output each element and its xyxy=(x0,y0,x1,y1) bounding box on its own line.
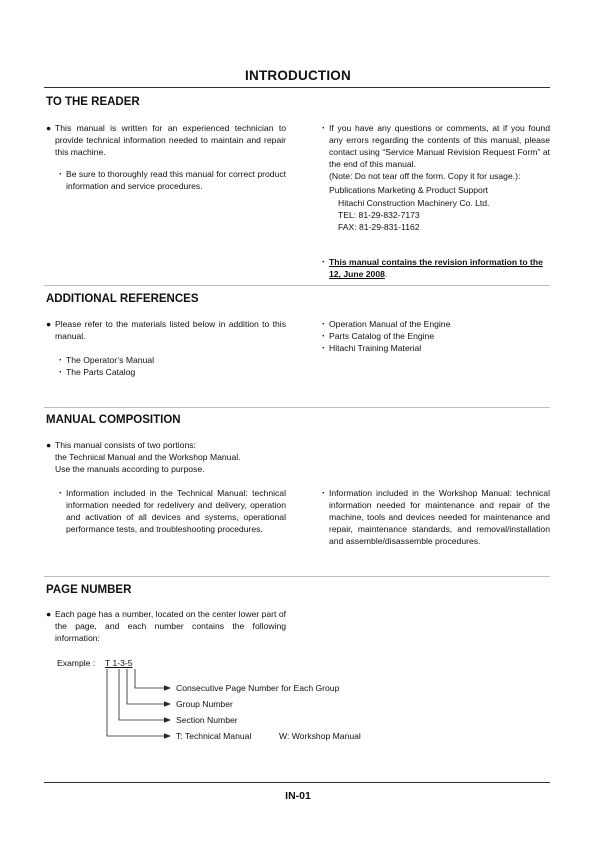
section-heading-to-the-reader: TO THE READER xyxy=(46,96,140,108)
composition-line: the Technical Manual and the Workshop Manual. xyxy=(55,452,241,463)
list-item-text: Operation Manual of the Engine xyxy=(329,319,451,329)
connector-line xyxy=(135,669,165,688)
sub-bullet-icon: ・ xyxy=(319,488,328,498)
arrow-icon xyxy=(164,733,171,738)
sub-bullet-icon: ・ xyxy=(56,367,65,378)
sub-bullet-icon: ・ xyxy=(319,331,328,342)
legend-consecutive: Consecutive Page Number for Each Group xyxy=(176,683,340,693)
footer-rule xyxy=(44,782,550,783)
legend-workshop: W: Workshop Manual xyxy=(279,731,361,741)
reader-left-sub-text: Be sure to thoroughly read this manual for correct product information and service procedures. xyxy=(66,169,286,192)
contact-tel: TEL: 81-29-832-7173 xyxy=(338,209,420,220)
page-number-text: Each page has a number, located on the center lower part of the page, and each number contains the following information: xyxy=(55,609,286,644)
legend-section: Section Number xyxy=(176,715,238,725)
connector-line xyxy=(127,669,165,704)
sub-bullet-icon: ・ xyxy=(319,123,328,133)
bullet-icon: ● xyxy=(46,609,52,619)
revision-info: This manual contains the revision information to the 12, June 2008 xyxy=(329,257,543,280)
arrow-icon xyxy=(164,717,171,722)
section-heading-manual-composition: MANUAL COMPOSITION xyxy=(46,414,181,426)
sub-bullet-icon: ・ xyxy=(56,488,65,498)
workshop-manual-text: Information included in the Workshop Manual: technical information needed for maintenance and repair of the machine, tools and devices needed for maintenance and repair, maintenance standards, and removal/installation and assemble/disassemble procedures. xyxy=(329,488,550,547)
reader-right-note: (Note: Do not tear off the form. Copy it for usage.): xyxy=(329,171,521,182)
reader-right-text: If you have any questions or comments, at if you found any errors regarding the contents of this manual, please contact using “Service Manual Revision Request Form” at the end of this manual. xyxy=(329,123,550,170)
refs-left-text: Please refer to the materials listed below in addition to this manual. xyxy=(55,319,286,342)
section-heading-additional-references: ADDITIONAL REFERENCES xyxy=(46,293,199,305)
composition-line: This manual consists of two portions: xyxy=(55,440,196,450)
list-item-text: Parts Catalog of the Engine xyxy=(329,331,435,342)
contact-line-2: Hitachi Construction Machinery Co. Ltd. xyxy=(338,197,490,208)
bullet-icon: ● xyxy=(46,440,52,450)
connector-line xyxy=(119,669,165,720)
sub-bullet-icon: ・ xyxy=(56,169,65,179)
technical-manual-text: Information included in the Technical Manual: technical information needed for redelivery and delivery, operation and activation of all devices and systems, operational performance tests, and troubleshooting procedures. xyxy=(66,488,286,535)
bullet-icon: ● xyxy=(46,319,52,329)
sub-bullet-icon: ・ xyxy=(319,343,328,354)
legend-group: Group Number xyxy=(176,699,233,709)
revision-period: . xyxy=(384,269,388,280)
list-item-text: The Operator’s Manual xyxy=(66,355,155,365)
sub-bullet-icon: ・ xyxy=(56,355,65,365)
example-label: Example : xyxy=(57,658,96,668)
sub-bullet-icon: ・ xyxy=(319,257,328,267)
bullet-icon: ● xyxy=(46,123,52,133)
arrow-icon xyxy=(164,701,171,706)
connector-line xyxy=(107,669,165,736)
contact-fax: FAX: 81-29-831-1162 xyxy=(338,221,420,232)
reader-left-text: This manual is written for an experienced technician to provide technical information needed to maintain and repair this machine. xyxy=(55,123,286,158)
page-number: IN-01 xyxy=(285,790,311,802)
composition-line: Use the manuals according to purpose. xyxy=(55,464,205,475)
sub-bullet-icon: ・ xyxy=(319,319,328,329)
arrow-icon xyxy=(164,685,171,690)
contact-line-1: Publications Marketing & Product Support xyxy=(329,185,489,196)
legend-technical: T: Technical Manual xyxy=(176,731,252,741)
example-code: T 1-3-5 xyxy=(105,658,133,668)
list-item-text: The Parts Catalog xyxy=(66,367,136,378)
section-heading-page-number: PAGE NUMBER xyxy=(46,584,132,596)
list-item-text: Hitachi Training Material xyxy=(329,343,422,354)
page-title: INTRODUCTION xyxy=(245,68,351,83)
